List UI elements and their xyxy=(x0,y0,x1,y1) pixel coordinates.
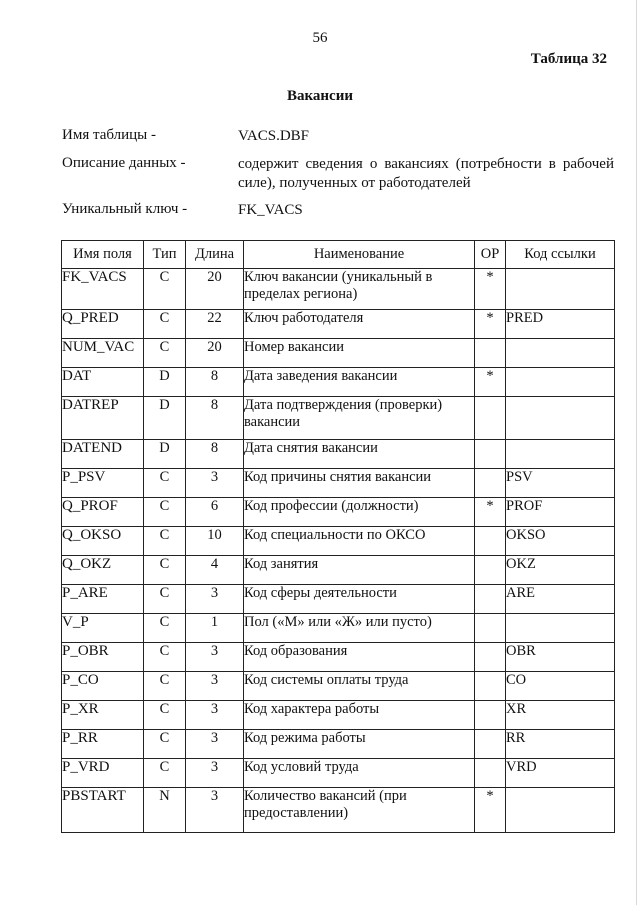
required-mark-cell xyxy=(475,672,506,701)
column-header: ОР xyxy=(475,241,506,269)
reference-code-cell xyxy=(506,339,615,368)
reference-code-cell: OKZ xyxy=(506,556,615,585)
description-row xyxy=(62,155,614,193)
field-length-cell: 8 xyxy=(186,397,244,440)
reference-code-cell xyxy=(506,788,615,833)
field-type-cell: C xyxy=(144,310,186,339)
document-title: Вакансии xyxy=(286,88,353,104)
required-mark-cell xyxy=(475,701,506,730)
field-description-cell: Ключ работодателя xyxy=(244,310,475,339)
field-description-cell: Код причины снятия вакансии xyxy=(244,469,475,498)
required-mark-cell xyxy=(475,730,506,759)
field-description-cell: Код профессии (должности) xyxy=(244,498,475,527)
field-type-cell: C xyxy=(144,339,186,368)
column-header: Код ссылки xyxy=(506,241,615,269)
reference-code-cell xyxy=(506,440,615,469)
field-description-cell: Код занятия xyxy=(244,556,475,585)
table-row xyxy=(62,730,615,759)
column-header: Тип xyxy=(144,241,186,269)
table-row xyxy=(62,556,615,585)
table-row xyxy=(62,397,615,440)
field-length-cell: 10 xyxy=(186,527,244,556)
field-name-cell: P_ARE xyxy=(62,585,144,614)
unique-key-value: FK_VACS xyxy=(238,202,303,218)
field-name-cell: DATEND xyxy=(62,440,144,469)
field-description-cell: Дата заведения вакансии xyxy=(244,368,475,397)
required-mark-cell xyxy=(475,397,506,440)
table-row xyxy=(62,440,615,469)
required-mark-cell xyxy=(475,614,506,643)
field-name-cell: FK_VACS xyxy=(62,269,144,310)
field-name-cell: P_CO xyxy=(62,672,144,701)
table-row xyxy=(62,469,615,498)
table-name-label: Имя таблицы - xyxy=(62,127,156,143)
field-type-cell: C xyxy=(144,614,186,643)
field-description-cell: Код специальности по ОКСО xyxy=(244,527,475,556)
field-type-cell: C xyxy=(144,585,186,614)
field-type-cell: C xyxy=(144,527,186,556)
table-row xyxy=(62,643,615,672)
required-mark-cell: * xyxy=(475,269,506,310)
field-type-cell: C xyxy=(144,556,186,585)
field-description-cell: Дата снятия вакансии xyxy=(244,440,475,469)
field-name-cell: DATREP xyxy=(62,397,144,440)
field-name-cell: P_VRD xyxy=(62,759,144,788)
table-row xyxy=(62,498,615,527)
field-length-cell: 1 xyxy=(186,614,244,643)
field-type-cell: D xyxy=(144,368,186,397)
required-mark-cell xyxy=(475,759,506,788)
field-description-cell: Код характера работы xyxy=(244,701,475,730)
field-length-cell: 3 xyxy=(186,585,244,614)
table-row xyxy=(62,585,615,614)
reference-code-cell: CO xyxy=(506,672,615,701)
field-description-cell: Ключ вакансии (уникальный в пределах региона) xyxy=(244,269,475,310)
field-description-cell: Пол («М» или «Ж» или пусто) xyxy=(244,614,475,643)
table-row xyxy=(62,701,615,730)
field-name-cell: P_XR xyxy=(62,701,144,730)
field-length-cell: 20 xyxy=(186,339,244,368)
required-mark-cell xyxy=(475,469,506,498)
field-type-cell: C xyxy=(144,269,186,310)
field-length-cell: 6 xyxy=(186,498,244,527)
unique-key-row xyxy=(62,201,614,220)
field-description-cell: Код сферы деятельности xyxy=(244,585,475,614)
column-header: Имя поля xyxy=(62,241,144,269)
fields-table xyxy=(61,240,615,833)
field-type-cell: C xyxy=(144,701,186,730)
field-name-cell: Q_PROF xyxy=(62,498,144,527)
field-type-cell: C xyxy=(144,469,186,498)
field-name-cell: Q_OKZ xyxy=(62,556,144,585)
field-description-cell: Код системы оплаты труда xyxy=(244,672,475,701)
table-row xyxy=(62,339,615,368)
field-type-cell: D xyxy=(144,440,186,469)
required-mark-cell xyxy=(475,556,506,585)
table-row xyxy=(62,759,615,788)
field-length-cell: 3 xyxy=(186,701,244,730)
field-description-cell: Дата подтверждения (проверки) вакансии xyxy=(244,397,475,440)
required-mark-cell xyxy=(475,339,506,368)
field-type-cell: D xyxy=(144,397,186,440)
field-length-cell: 4 xyxy=(186,556,244,585)
field-name-cell: P_OBR xyxy=(62,643,144,672)
required-mark-cell xyxy=(475,440,506,469)
table-row xyxy=(62,269,615,310)
field-description-cell: Номер вакансии xyxy=(244,339,475,368)
reference-code-cell: VRD xyxy=(506,759,615,788)
field-name-cell: V_P xyxy=(62,614,144,643)
reference-code-cell: PROF xyxy=(506,498,615,527)
field-name-cell: P_PSV xyxy=(62,469,144,498)
field-type-cell: C xyxy=(144,730,186,759)
required-mark-cell xyxy=(475,643,506,672)
page-number: 56 xyxy=(312,30,328,46)
table-label: Таблица 32 xyxy=(530,51,607,67)
field-name-cell: NUM_VAC xyxy=(62,339,144,368)
reference-code-cell xyxy=(506,397,615,440)
table-name-value: VACS.DBF xyxy=(238,128,310,144)
field-length-cell: 22 xyxy=(186,310,244,339)
field-name-cell: Q_OKSO xyxy=(62,527,144,556)
reference-code-cell: PRED xyxy=(506,310,615,339)
field-length-cell: 3 xyxy=(186,469,244,498)
field-length-cell: 3 xyxy=(186,730,244,759)
field-length-cell: 3 xyxy=(186,672,244,701)
field-description-cell: Код образования xyxy=(244,643,475,672)
table-row xyxy=(62,310,615,339)
required-mark-cell: * xyxy=(475,310,506,339)
field-name-cell: PBSTART xyxy=(62,788,144,833)
required-mark-cell: * xyxy=(475,498,506,527)
field-length-cell: 3 xyxy=(186,759,244,788)
table-row xyxy=(62,672,615,701)
reference-code-cell xyxy=(506,269,615,310)
required-mark-cell xyxy=(475,527,506,556)
field-length-cell: 8 xyxy=(186,368,244,397)
field-type-cell: C xyxy=(144,643,186,672)
unique-key-label: Уникальный ключ - xyxy=(62,201,188,217)
field-name-cell: P_RR xyxy=(62,730,144,759)
field-type-cell: C xyxy=(144,498,186,527)
column-header: Наименование xyxy=(244,241,475,269)
table-row xyxy=(62,368,615,397)
reference-code-cell: PSV xyxy=(506,469,615,498)
field-type-cell: C xyxy=(144,759,186,788)
reference-code-cell xyxy=(506,368,615,397)
field-description-cell: Код условий труда xyxy=(244,759,475,788)
field-length-cell: 3 xyxy=(186,788,244,833)
table-body xyxy=(62,269,615,833)
required-mark-cell xyxy=(475,585,506,614)
reference-code-cell: OBR xyxy=(506,643,615,672)
table-name-row xyxy=(62,127,614,146)
field-type-cell: C xyxy=(144,672,186,701)
field-type-cell: N xyxy=(144,788,186,833)
field-length-cell: 8 xyxy=(186,440,244,469)
reference-code-cell: RR xyxy=(506,730,615,759)
description-value: содержит сведения о вакансиях (потребности в рабочей силе), полученных от работодателей xyxy=(238,156,614,191)
scan-margin-line xyxy=(636,0,637,905)
table-row xyxy=(62,788,615,833)
field-description-cell: Количество вакансий (при предоставлении) xyxy=(244,788,475,833)
reference-code-cell: OKSO xyxy=(506,527,615,556)
table-row xyxy=(62,614,615,643)
required-mark-cell: * xyxy=(475,368,506,397)
reference-code-cell: XR xyxy=(506,701,615,730)
reference-code-cell xyxy=(506,614,615,643)
description-label: Описание данных - xyxy=(62,155,186,171)
field-name-cell: DAT xyxy=(62,368,144,397)
column-header: Длина xyxy=(186,241,244,269)
field-length-cell: 3 xyxy=(186,643,244,672)
table-header-row xyxy=(62,241,615,269)
field-name-cell: Q_PRED xyxy=(62,310,144,339)
required-mark-cell: * xyxy=(475,788,506,833)
reference-code-cell: ARE xyxy=(506,585,615,614)
field-length-cell: 20 xyxy=(186,269,244,310)
table-row xyxy=(62,527,615,556)
field-description-cell: Код режима работы xyxy=(244,730,475,759)
